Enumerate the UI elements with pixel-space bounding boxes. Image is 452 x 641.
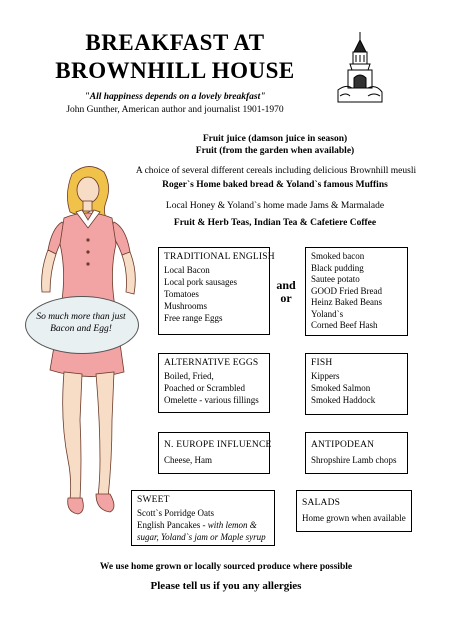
menu-item: sugar, Yoland`s jam or Maple syrup: [137, 532, 266, 542]
connector-and: and: [276, 278, 296, 292]
quote-author: John Gunther, American author and journalist 1901-1970: [66, 105, 284, 115]
menu-item: Tomatoes: [164, 289, 199, 299]
menu-item: Kippers: [311, 371, 340, 381]
bread-line: Roger`s Home baked bread & Yoland`s famous Muffins: [162, 180, 388, 190]
salads-heading: SALADS: [302, 498, 341, 508]
menu-item: Omelette - various fillings: [164, 395, 259, 405]
allergies-note: Please tell us if you any allergies: [150, 580, 302, 592]
produce-note: We use home grown or locally sourced produce where possible: [99, 562, 353, 572]
antipodean-heading: ANTIPODEAN: [311, 440, 375, 450]
connector-or: or: [280, 291, 292, 305]
sweet-heading: SWEET: [137, 495, 170, 505]
pancakes-label: English Pancakes -: [137, 520, 208, 530]
menu-item: Scott`s Porridge Oats: [137, 508, 214, 518]
fruit-line: Fruit (from the garden when available): [195, 146, 355, 156]
menu-item: Cheese, Ham: [164, 455, 212, 465]
menu-item: Local pork sausages: [164, 277, 237, 287]
and-or-connector: [274, 279, 298, 305]
salads-box: [296, 490, 412, 532]
menu-item: Free range Eggs: [164, 313, 223, 323]
page-title-line2: BROWNHILL HOUSE: [55, 58, 295, 83]
sweet-box: [131, 490, 275, 546]
menu-item: Poached or Scrambled: [164, 383, 245, 393]
pancakes-toppings: with lemon &: [207, 520, 257, 530]
teas-line: Fruit & Herb Teas, Indian Tea & Cafetiere Coffee: [173, 218, 377, 228]
page-title-line1: BREAKFAST AT: [85, 30, 265, 55]
menu-item: Shropshire Lamb chops: [311, 455, 397, 465]
menu-item: Mushrooms: [164, 301, 208, 311]
n-europe-box: [158, 432, 270, 474]
menu-item: Smoked Salmon: [311, 383, 371, 393]
fish-box: [305, 353, 408, 415]
menu-item: Heinz Baked Beans: [311, 297, 382, 307]
alternative-eggs-box: [158, 353, 270, 413]
antipodean-box: [305, 432, 408, 474]
quote: "All happiness depends on a lovely breakfast": [84, 92, 266, 102]
menu-item: Home grown when available: [302, 513, 406, 523]
alternative-eggs-heading: ALTERNATIVE EGGS: [164, 358, 259, 368]
bubble-line-2: Bacon and Egg!: [50, 324, 112, 334]
menu-item: Boiled, Fried,: [164, 371, 214, 381]
menu-item: Local Bacon: [164, 265, 210, 275]
fruit-juice-line: Fruit juice (damson juice in season): [202, 134, 348, 144]
menu-item: Yoland`s: [311, 308, 344, 319]
bubble-line-1: So much more than just: [36, 312, 126, 322]
honey-line: Local Honey & Yoland`s home made Jams & Marmalade: [165, 201, 385, 211]
n-europe-heading: N. EUROPE INFLUENCE: [164, 440, 272, 450]
menu-item: Corned Beef Hash: [311, 320, 378, 330]
traditional-english-heading: TRADITIONAL ENGLISH: [164, 252, 275, 262]
bubble-text: [25, 311, 137, 335]
menu-item: [137, 519, 269, 531]
fish-heading: FISH: [311, 358, 333, 368]
menu-item: Black pudding: [311, 262, 364, 273]
cereals-line: A choice of several different cereals including delicious Brownhill meusli: [135, 166, 417, 176]
extras-box: [305, 247, 408, 336]
traditional-english-box: [158, 247, 275, 335]
menu-item: Smoked Haddock: [311, 395, 376, 405]
menu-item: GOOD Fried Bread: [311, 285, 382, 296]
menu-item: Sautee potato: [311, 274, 360, 284]
fruit-intro: [100, 133, 450, 157]
menu-item: Smoked bacon: [311, 251, 365, 261]
